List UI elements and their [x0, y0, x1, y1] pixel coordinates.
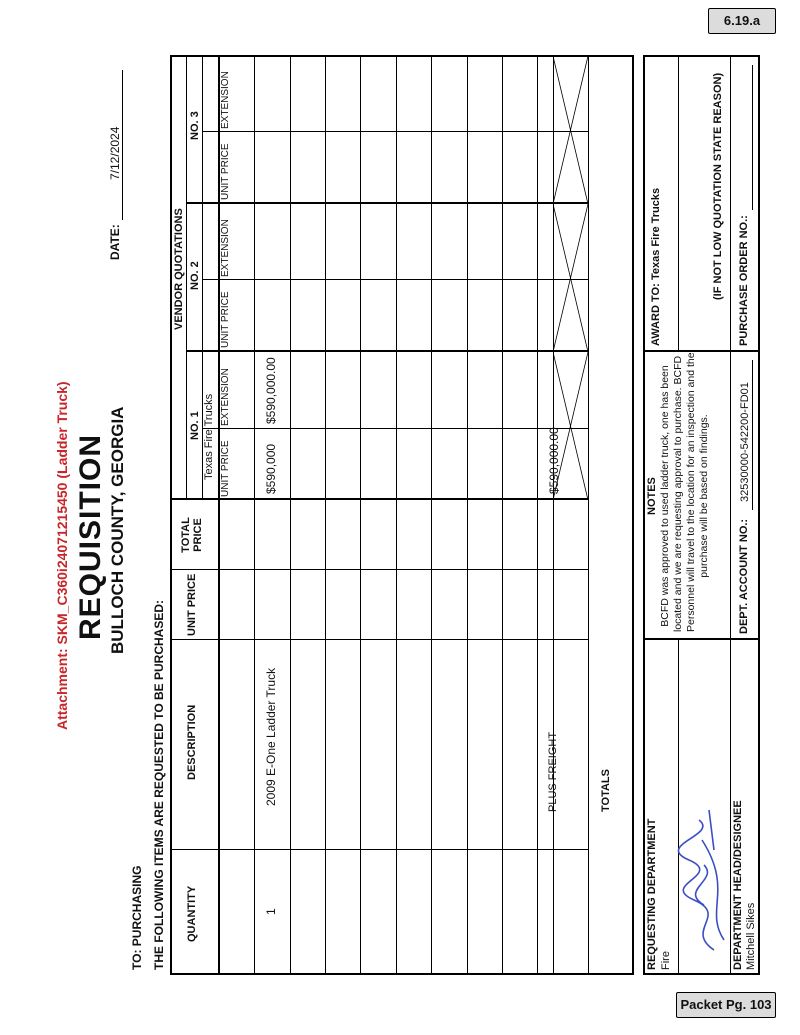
requisition-form	[40, 40, 770, 980]
v3-extension-header: EXTENSION	[220, 71, 231, 129]
notes-line-2: located and we are requesting approval to purchase. BCFD	[672, 355, 684, 632]
requesting-department-value[interactable]: Fire	[660, 951, 672, 970]
award-to-label: AWARD TO:	[650, 283, 662, 346]
page-title: REQUISITION	[74, 433, 107, 640]
page-badge-bottom: Packet Pg. 103	[676, 992, 776, 1018]
item-description[interactable]: 2009 E-One Ladder Truck	[264, 667, 278, 806]
award-to-value[interactable]: Texas Fire Trucks	[650, 187, 662, 280]
col-total-price: TOTAL PRICE	[180, 517, 204, 553]
notes-line-4: purchase will be based on findings.	[698, 414, 710, 578]
notes-line-3: Personnel will travel to the location for an inspection and the	[685, 352, 697, 632]
notes-line-1: BCFD was approved to used ladder truck, one has been	[659, 365, 671, 627]
attachment-label: Attachment: SKM_C360i24071215450 (Ladder Truck)	[54, 381, 70, 730]
page-subtitle: BULLOCH COUNTY, GEORGIA	[108, 406, 127, 654]
dept-account-label: DEPT. ACCOUNT NO.:	[738, 518, 750, 634]
totals-label: TOTALS	[600, 769, 612, 812]
col-description: DESCRIPTION	[186, 704, 198, 780]
v2-unit-price-header: UNIT PRICE	[220, 291, 231, 348]
v1-unit-price-header: UNIT PRICE	[220, 440, 231, 497]
item-quantity[interactable]: 1	[264, 908, 278, 915]
item-v1-extension[interactable]: $590,000.00	[264, 357, 278, 424]
dept-account-value[interactable]: 32530000-542200-FD01	[739, 382, 751, 502]
v3-unit-price-header: UNIT PRICE	[220, 143, 231, 200]
col-vendor-no2: NO. 2	[189, 261, 201, 290]
v2-extension-header: EXTENSION	[220, 219, 231, 277]
purchase-order-label: PURCHASE ORDER NO.:	[738, 215, 750, 346]
totals-v1: $590,000.00	[547, 427, 561, 494]
signature-scribble	[674, 790, 734, 960]
page-badge-top: 6.19.a	[708, 8, 776, 34]
v1-extension-header: EXTENSION	[220, 368, 231, 426]
no-quote-box-v2	[553, 204, 588, 352]
no-quote-box-v1	[553, 352, 588, 500]
no-quote-box-v3	[553, 56, 588, 204]
requested-line: THE FOLLOWING ITEMS ARE REQUESTED TO BE PURCHASED:	[152, 599, 166, 970]
date-label: DATE:	[108, 224, 122, 260]
col-unit-price: UNIT PRICE	[186, 573, 198, 636]
to-purchasing: TO: PURCHASING	[130, 865, 144, 970]
notes-label: NOTES	[646, 477, 658, 515]
vendor1-name: Texas Fire Trucks	[203, 393, 215, 480]
department-head-name[interactable]: Mitchell Sikes	[745, 902, 757, 970]
department-head-label: DEPARTMENT HEAD/DESIGNEE	[732, 800, 744, 970]
date-value[interactable]: 7/12/2024	[108, 126, 122, 180]
requesting-department-label: REQUESTING DEPARTMENT	[646, 818, 658, 970]
col-vendor-quotations: VENDOR QUOTATIONS	[173, 208, 185, 330]
award-reason-label: (IF NOT LOW QUOTATION STATE REASON)	[712, 72, 724, 300]
col-quantity: QUANTITY	[186, 885, 198, 942]
col-vendor-no3: NO. 3	[189, 111, 201, 140]
item-v1-unit-price[interactable]: $590,000	[264, 443, 278, 494]
plus-freight-label: PLUS FREIGHT	[547, 731, 559, 812]
col-vendor-no1: NO. 1	[189, 411, 201, 440]
